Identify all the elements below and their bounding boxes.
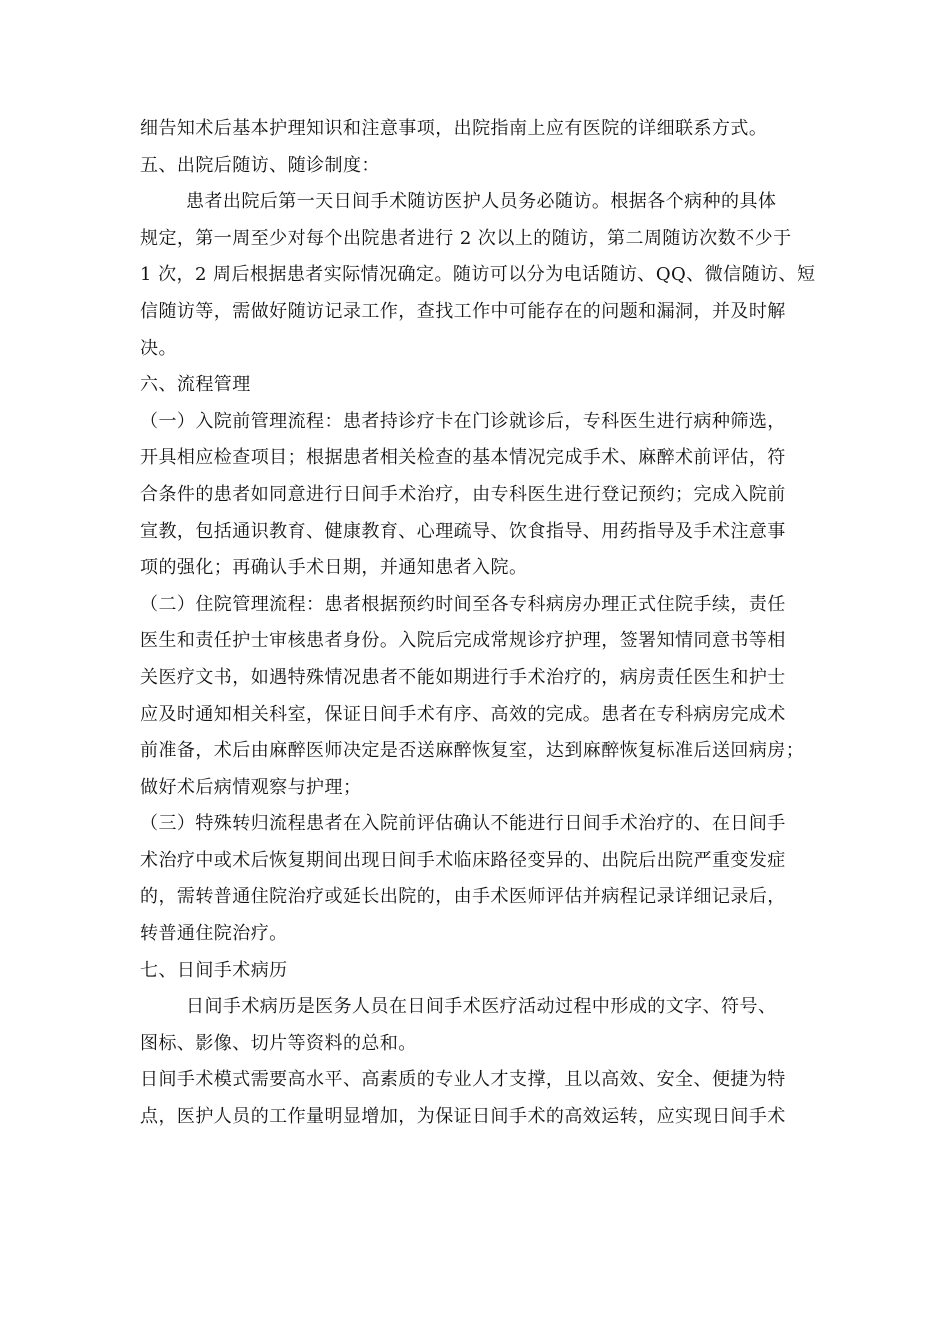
text-line: （二）住院管理流程：患者根据预约时间至各专科病房办理正式住院手续，责任 bbox=[140, 593, 786, 615]
text-line: 合条件的患者如同意进行日间手术治疗，由专科医生进行登记预约；完成入院前 bbox=[140, 483, 786, 505]
text-line: 转普通住院治疗。 bbox=[140, 923, 288, 945]
text-line: 关医疗文书，如遇特殊情况患者不能如期进行手术治疗的，病房责任医生和护士 bbox=[140, 666, 786, 688]
text-line: 1 次，2 周后根据患者实际情况确定。随访可以分为电话随访、QQ、微信随访、短 bbox=[140, 264, 816, 286]
text-line: 信随访等，需做好随访记录工作，查找工作中可能存在的问题和漏洞，并及时解 bbox=[140, 300, 786, 322]
text-line: （三）特殊转归流程患者在入院前评估确认不能进行日间手术治疗的、在日间手 bbox=[140, 813, 786, 835]
document-body bbox=[140, 111, 820, 1136]
text-line: 图标、影像、切片等资料的总和。 bbox=[140, 1032, 417, 1054]
text-line: 细告知术后基本护理知识和注意事项，出院指南上应有医院的详细联系方式。 bbox=[140, 118, 768, 139]
text-line: 医生和责任护士审核患者身份。入院后完成常规诊疗护理，签署知情同意书等相 bbox=[140, 630, 786, 652]
section-heading: 七、日间手术病历 bbox=[140, 959, 288, 981]
text-line: 规定，第一周至少对每个出院患者进行 2 次以上的随访，第二周随访次数不少于 bbox=[140, 227, 792, 249]
text-line: 的，需转普通住院治疗或延长出院的，由手术医师评估并病程记录详细记录后， bbox=[140, 886, 786, 908]
text-line: 日间手术病历是医务人员在日间手术医疗活动过程中形成的文字、符号、 bbox=[186, 996, 777, 1018]
text-line: 点，医护人员的工作量明显增加，为保证日间手术的高效运转，应实现日间手术 bbox=[140, 1106, 786, 1128]
text-line: 做好术后病情观察与护理； bbox=[140, 776, 362, 798]
text-line: 前准备，术后由麻醉医师决定是否送麻醉恢复室，达到麻醉恢复标准后送回病房； bbox=[140, 740, 805, 762]
text-line: 应及时通知相关科室，保证日间手术有序、高效的完成。患者在专科病房完成术 bbox=[140, 703, 786, 725]
text-line: 开具相应检查项目；根据患者相关检查的基本情况完成手术、麻醉术前评估，符 bbox=[140, 447, 786, 469]
section-heading: 五、出院后随访、随诊制度： bbox=[140, 154, 380, 176]
text-line: 患者出院后第一天日间手术随访医护人员务必随访。根据各个病种的具体 bbox=[186, 191, 777, 213]
text-line: （一）入院前管理流程：患者持诊疗卡在门诊就诊后，专科医生进行病种筛选， bbox=[140, 410, 786, 432]
text-line: 项的强化；再确认手术日期，并通知患者入院。 bbox=[140, 557, 528, 579]
section-heading: 六、流程管理 bbox=[140, 374, 251, 396]
text-line: 日间手术模式需要高水平、高素质的专业人才支撑，且以高效、安全、便捷为特 bbox=[140, 1069, 786, 1091]
text-line: 术治疗中或术后恢复期间出现日间手术临床路径变异的、出院后出院严重变发症 bbox=[140, 849, 786, 871]
text-line: 决。 bbox=[140, 337, 177, 359]
text-line: 宣教，包括通识教育、健康教育、心理疏导、饮食指导、用药指导及手术注意事 bbox=[140, 520, 786, 542]
